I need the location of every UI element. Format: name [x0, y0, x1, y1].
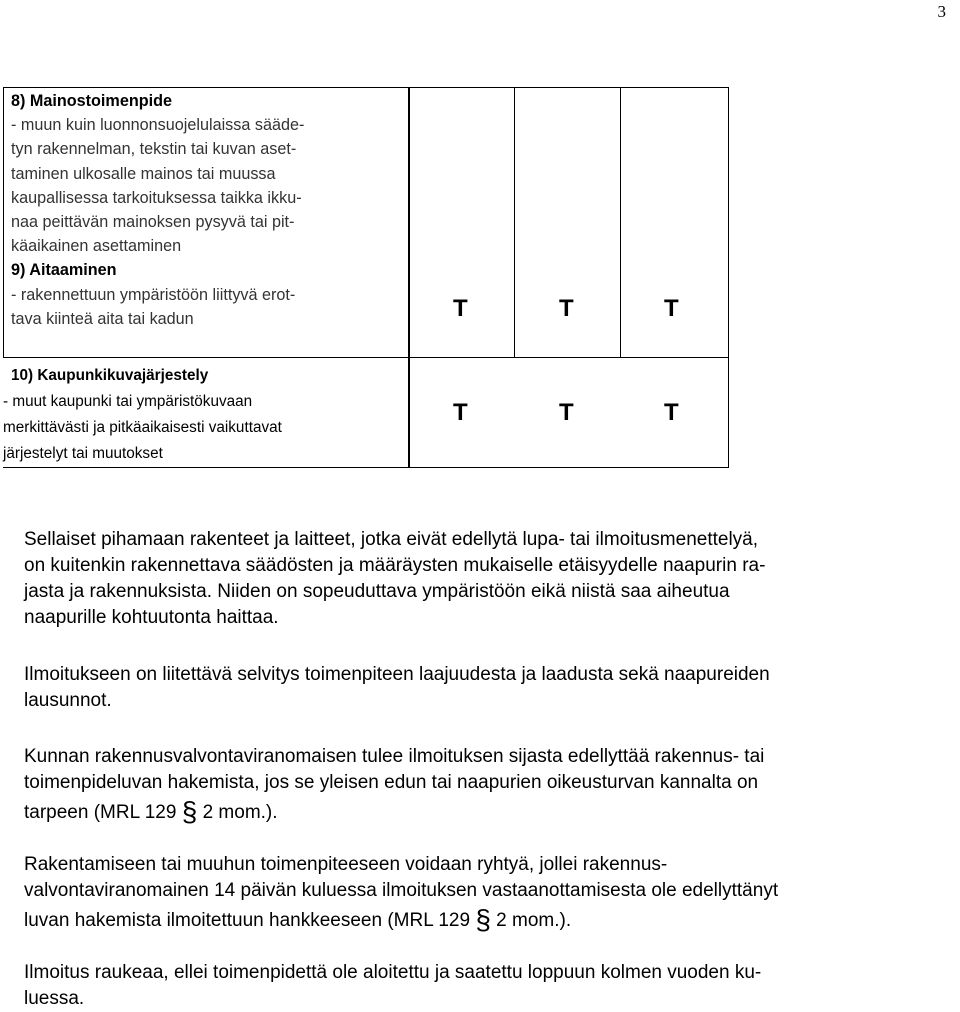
- paragraph-line: lausunnot.: [24, 690, 112, 711]
- paragraph-start-of-work: [24, 852, 944, 934]
- paragraph-expiry: [24, 960, 944, 1012]
- table-row-1-description: [11, 89, 406, 331]
- heading-kaupunkikuvajarjestely: 10) Kaupunkikuvajärjestely: [11, 367, 209, 384]
- paragraph-setback-rules: [24, 527, 944, 631]
- description-line: tava kiinteä aita tai kadun: [11, 309, 194, 328]
- table-column-divider-2: [514, 87, 515, 358]
- table-column-divider-1: [408, 87, 410, 468]
- description-line: käaikainen asettaminen: [11, 237, 182, 256]
- paragraph-notification-attachments: [24, 662, 944, 714]
- description-line: - muut kaupunki tai ympäristökuvaan: [3, 393, 253, 410]
- paragraph-line: [24, 904, 944, 934]
- paragraph-line: Ilmoitukseen on liitettävä selvitys toimenpiteen laajuudesta ja laadusta sekä naapureiden: [24, 664, 770, 685]
- text-fragment: luvan hakemista ilmoitettuun hankkeeseen (MRL 129: [24, 910, 476, 931]
- paragraph-line: naapurille kohtuutonta haittaa.: [24, 607, 279, 628]
- heading-mainostoimenpide: 8) Mainostoimenpide: [11, 92, 172, 110]
- description-line: naa peittävän mainoksen pysyvä tai pit-: [11, 213, 295, 232]
- paragraph-line: Sellaiset pihamaan rakenteet ja laitteet, jotka eivät edellytä lupa- tai ilmoitusmenettelyä,: [24, 529, 759, 550]
- description-line: kaupallisessa tarkoituksessa taikka ikku-: [11, 188, 302, 207]
- paragraph-line: Kunnan rakennusvalvontaviranomaisen tulee ilmoituksen sijasta edellyttää rakennus- tai: [24, 746, 765, 767]
- text-fragment: 2 mom.).: [490, 910, 572, 931]
- paragraph-line: Ilmoitus raukeaa, ellei toimenpidettä ole aloitettu ja saatettu loppuun kolmen vuoden ku-: [24, 962, 762, 983]
- text-fragment: 2 mom.).: [197, 802, 278, 823]
- table-row-2-mark-3: T: [664, 399, 679, 426]
- section-sign: §: [181, 796, 198, 827]
- table-row-1-mark-1: T: [453, 295, 468, 322]
- table-border-right: [728, 87, 729, 468]
- table-column-divider-3: [620, 87, 621, 358]
- table-row-1-mark-2: T: [559, 295, 574, 322]
- description-line: järjestelyt tai muutokset: [3, 445, 163, 462]
- paragraph-line: valvontaviranomainen 14 päivän kuluessa ilmoituksen vastaanottamisesta ole edellyttänyt: [24, 880, 779, 901]
- table-row-2-mark-2: T: [559, 399, 574, 426]
- paragraph-line: luessa.: [24, 988, 85, 1009]
- table-border-left: [3, 87, 4, 358]
- description-line: taminen ulkosalle mainos tai muussa: [11, 164, 276, 183]
- heading-aitaaminen: 9) Aitaaminen: [11, 261, 117, 280]
- section-sign: §: [475, 904, 491, 935]
- table-row-2-description: [3, 363, 408, 467]
- table-row-1-mark-3: T: [664, 295, 679, 322]
- table-border-bottom: [3, 467, 729, 468]
- paragraph-line: jasta ja rakennuksista. Niiden on sopeuduttava ympäristöön eikä niistä saa aiheutua: [24, 581, 730, 602]
- paragraph-line: on kuitenkin rakennettava säädösten ja määräysten mukaiselle etäisyydelle naapurin ra-: [24, 555, 766, 576]
- paragraph-line: [24, 796, 944, 826]
- description-line: - muun kuin luonnonsuojelulaissa sääde-: [11, 116, 305, 135]
- description-line: tyn rakennelman, tekstin tai kuvan aset-: [11, 140, 297, 159]
- description-line: - rakennettuun ympäristöön liittyvä erot-: [11, 285, 296, 304]
- paragraph-permit-requirement: [24, 744, 944, 826]
- paragraph-line: Rakentamiseen tai muuhun toimenpiteeseen voidaan ryhtyä, jollei rakennus-: [24, 854, 668, 875]
- paragraph-line: toimenpideluvan hakemista, jos se yleisen edun tai naapurien oikeusturvan kannalta on: [24, 772, 759, 793]
- description-line: merkittävästi ja pitkäaikaisesti vaikuttavat: [3, 419, 282, 436]
- building-permit-table: [3, 87, 729, 468]
- table-row-2-mark-1: T: [453, 399, 468, 426]
- page-number: 3: [937, 2, 946, 21]
- text-fragment: tarpeen (MRL 129: [24, 802, 182, 823]
